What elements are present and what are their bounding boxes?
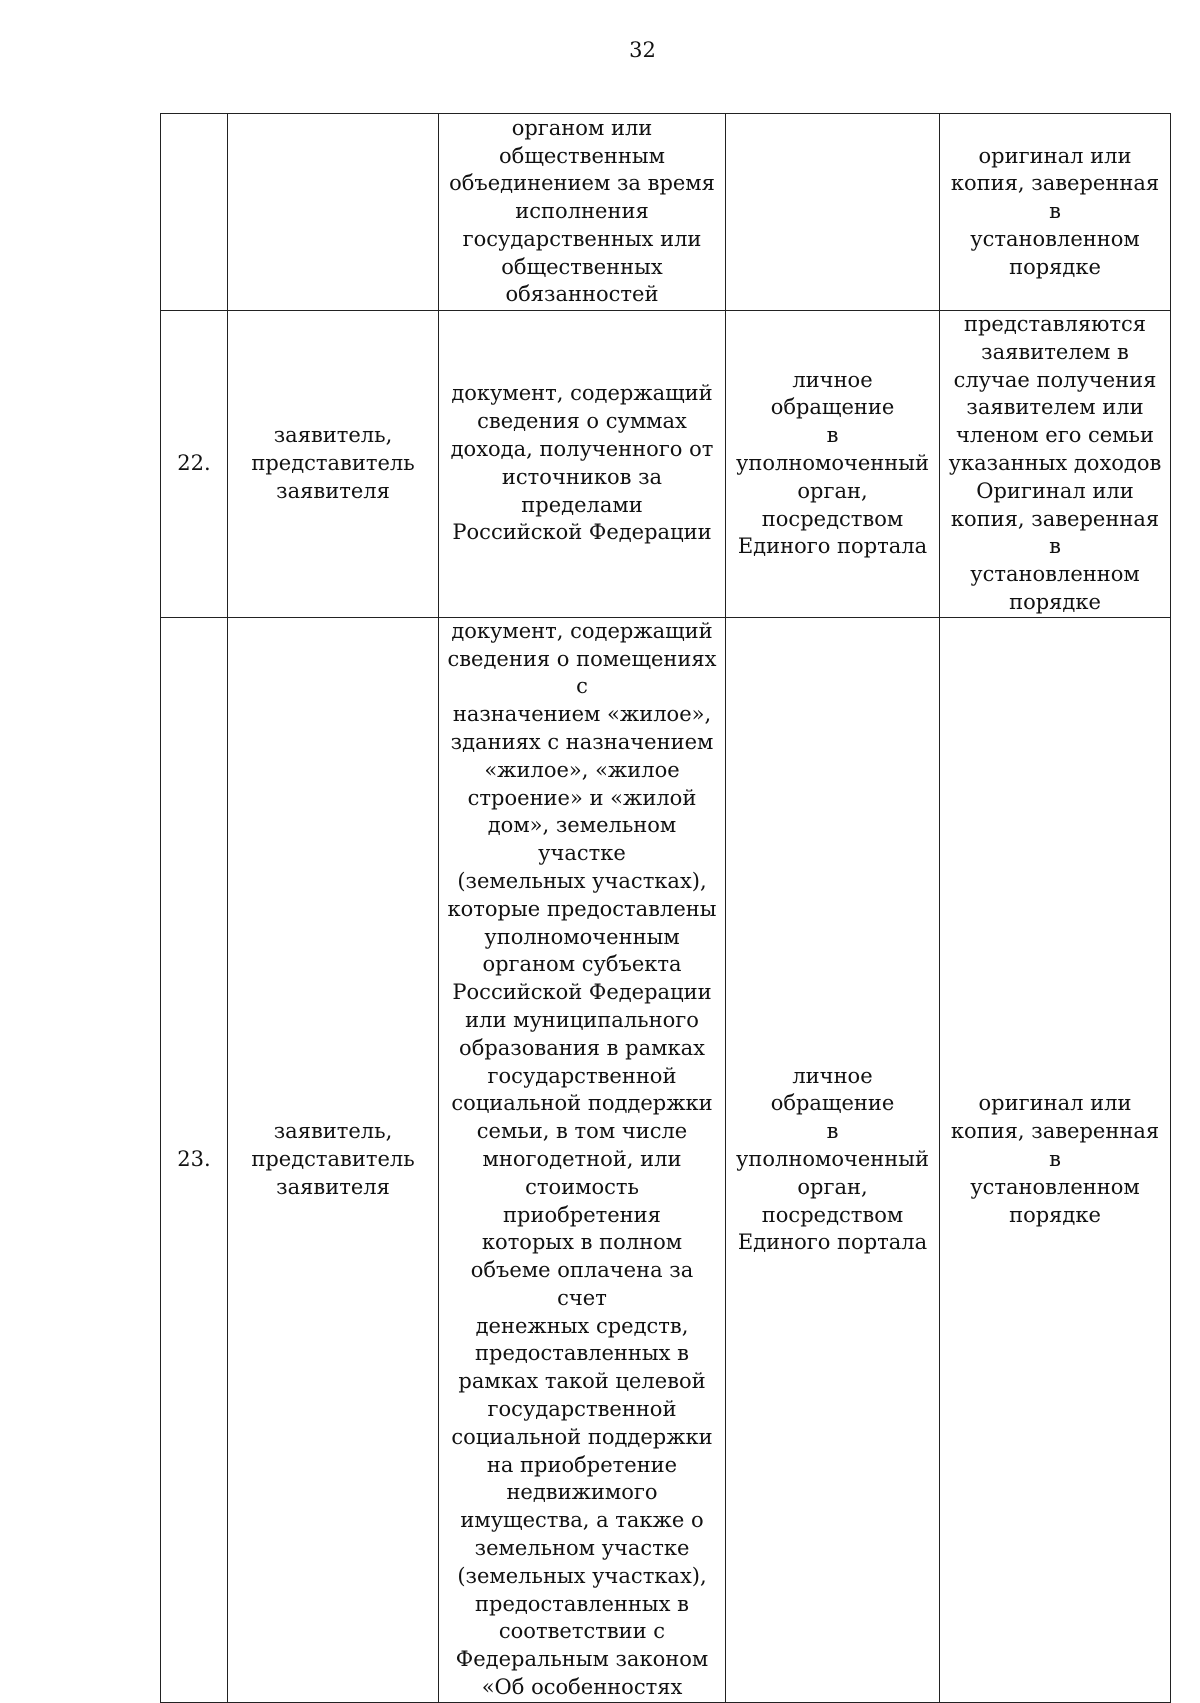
applicant-cell: заявитель, представитель заявителя <box>228 617 439 1702</box>
table-row <box>161 311 1171 618</box>
submission-method-cell <box>726 114 940 311</box>
document-form-cell: оригинал или копия, заверенная в установленном порядке <box>940 617 1171 1702</box>
document-cell: документ, содержащий сведения о помещениях с назначением «жилое», зданиях с назначением «жилое», «жилое строение» и «жилой дом», земельном участке (земельных участках), которые предоставлены уполномоченным органом субъекта Российской Федерации или муниципального образования в рамках государственной социальной поддержки семьи, в том числе многодетной, или стоимость приобретения которых в полном объеме оплачена за счет денежных средств, предоставленных в рамках такой целевой государственной социальной поддержки на приобретение недвижимого имущества, а также о земельном участке (земельных участках), предоставленных в соответствии с Федеральным законом «Об особенностях <box>439 617 726 1702</box>
table-row <box>161 114 1171 311</box>
document-cell: документ, содержащий сведения о суммах дохода, полученного от источников за пределами Российской Федерации <box>439 311 726 618</box>
submission-method-cell: личное обращение в уполномоченный орган, посредством Единого портала <box>726 311 940 618</box>
requirements-table <box>160 113 1171 1703</box>
table-row <box>161 617 1171 1702</box>
applicant-cell <box>228 114 439 311</box>
page-number: 32 <box>629 38 656 62</box>
applicant-cell: заявитель, представитель заявителя <box>228 311 439 618</box>
row-number-cell <box>161 114 228 311</box>
document-form-cell: представляются заявителем в случае получения заявителем или членом его семьи указанных доходов Оригинал или копия, заверенная в установленном порядке <box>940 311 1171 618</box>
submission-method-cell: личное обращение в уполномоченный орган, посредством Единого портала <box>726 617 940 1702</box>
document-cell: органом или общественным объединением за время исполнения государственных или общественных обязанностей <box>439 114 726 311</box>
row-number-cell: 23. <box>161 617 228 1702</box>
document-form-cell: оригинал или копия, заверенная в установленном порядке <box>940 114 1171 311</box>
row-number-cell: 22. <box>161 311 228 618</box>
